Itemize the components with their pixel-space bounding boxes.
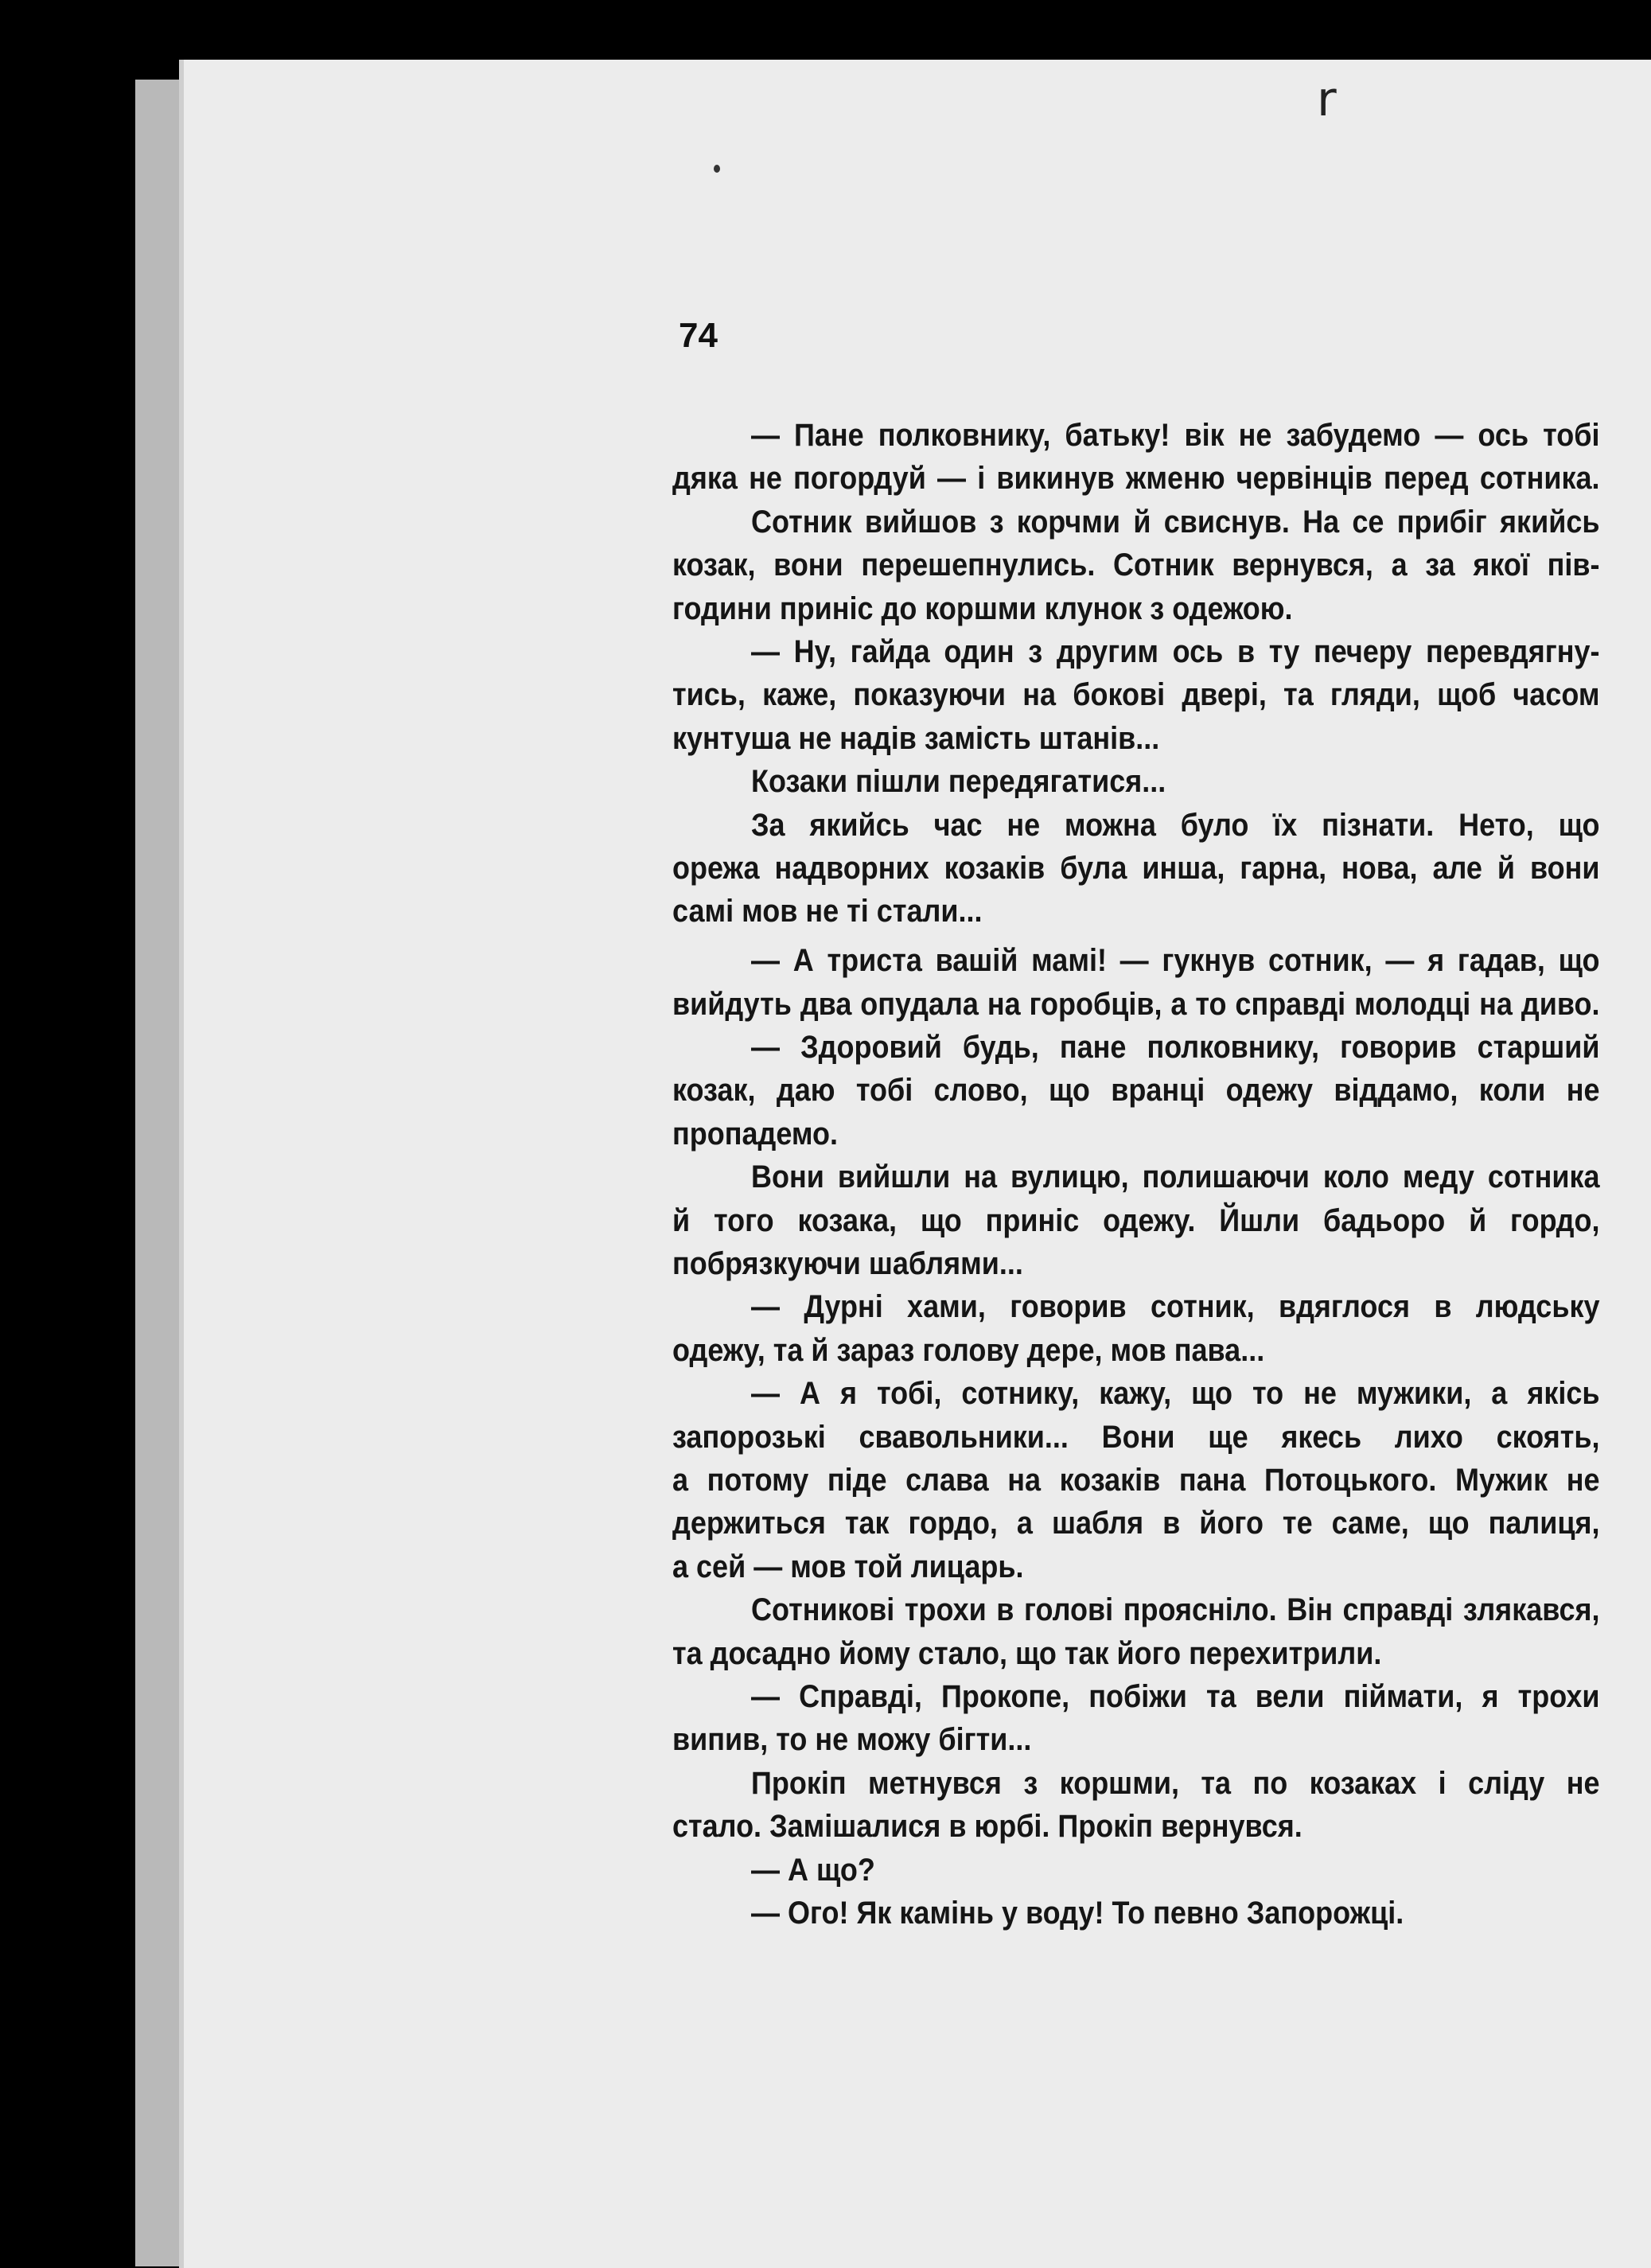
text-line: Козаки пішли передягатися...: [751, 764, 1166, 800]
text-line: — Здоровий будь, пане полковнику, говорив старший: [751, 1030, 1600, 1066]
text-line: а потому піде слава на козаків пана Потоцького. Мужик не: [672, 1462, 1600, 1498]
text-line: побрязкуючи шаблями...: [672, 1246, 1023, 1282]
text-line: — А я тобі, сотнику, кажу, що то не мужики, а якісь: [751, 1376, 1600, 1412]
text-line: самі мов не ті стали...: [672, 894, 983, 929]
page-number: 74: [679, 316, 718, 355]
ink-dot: [714, 165, 720, 173]
text-line: та досадно йому стало, що так його перехитрили.: [672, 1635, 1382, 1671]
text-line: випив, то не можу бігти...: [672, 1722, 1032, 1758]
text-line: держиться так гордо, а шабля в його те саме, що палиця,: [672, 1506, 1600, 1541]
text-line: — А що?: [751, 1852, 875, 1888]
text-line: Сотник вийшов з корчми й свиснув. На се прибіг якийсь: [751, 504, 1600, 540]
text-line: стало. Замішалися в юрбі. Прокіп вернувся.: [672, 1809, 1302, 1845]
text-line: — Справді, Прокопе, побіжи та вели піймати, я трохи: [751, 1678, 1600, 1714]
text-line: козак, вони перешепнулись. Сотник вернувся, а за якої пів-: [672, 548, 1600, 583]
text-line: години приніс до коршми клунок з одежою.: [672, 590, 1293, 626]
text-line: вийдуть два опудала на горобців, а то справді молодці на диво.: [672, 986, 1600, 1022]
text-line: козак, даю тобі слово, що вранці одежу віддамо, коли не: [672, 1073, 1600, 1109]
text-line: Прокіп метнувся з коршми, та по козаках і сліду не: [751, 1765, 1600, 1801]
text-line: орежа надворних козаків була инша, гарна, нова, але й вони: [672, 850, 1600, 886]
text-line: тись, каже, показуючи на бокові двері, та гляди, щоб часом: [672, 677, 1600, 713]
text-line: За якийсь час не можна було їх пізнати. Нето, що: [751, 807, 1600, 843]
text-line: — Ого! Як камінь у воду! То певно Запорожці.: [751, 1895, 1404, 1931]
text-line: й того козака, що приніс одежу. Йшли бадьоро й гордо,: [672, 1202, 1600, 1238]
body-text: [672, 414, 1600, 1935]
text-line: одежу, та й зараз голову дере, мов пава...: [672, 1332, 1265, 1368]
text-line: дяка не погордуй — і викинув жменю червінців перед сотника.: [672, 461, 1600, 497]
book-page: [179, 60, 1651, 2268]
text-line: запорозькі свавольники... Вони ще якесь лихо скоять,: [672, 1419, 1600, 1455]
text-line: пропадемо.: [672, 1116, 839, 1152]
text-line: — А триста вашій мамі! — гукнув сотник, — я гадав, що: [751, 943, 1600, 979]
corner-pencil-mark: r: [1317, 72, 1337, 127]
text-line: а сей — мов той лицарь.: [672, 1549, 1024, 1584]
text-line: Сотникові трохи в голові прояснілo. Він справді злякався,: [751, 1592, 1600, 1628]
text-line: Вони вийшли на вулицю, полишаючи коло меду сотника: [751, 1159, 1600, 1195]
text-line: кунтуша не надів замість штанів...: [672, 720, 1160, 756]
text-line: — Ну, гайда один з другим ось в ту печеру перевдягну-: [751, 633, 1600, 669]
text-line: — Пане полковнику, батьку! вік не забудемо — ось тобі: [751, 418, 1600, 453]
text-line: — Дурні хами, говорив сотник, вдяглося в людську: [751, 1289, 1600, 1325]
